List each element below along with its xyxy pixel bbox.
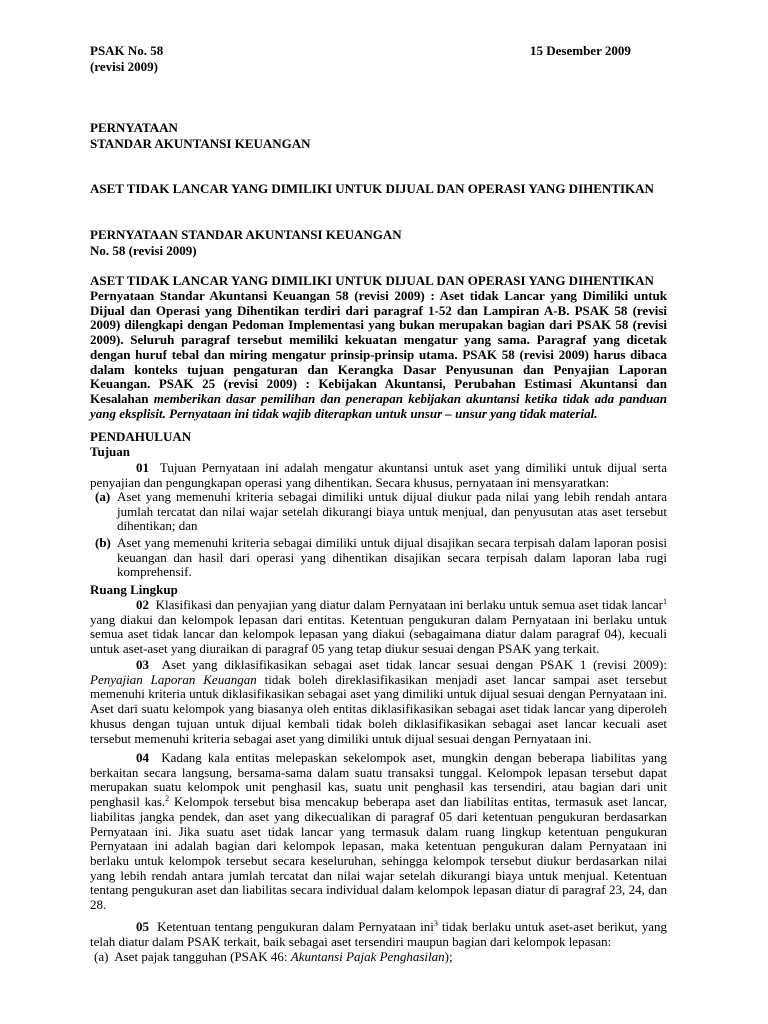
paragraph-03 <box>90 658 667 746</box>
paragraph-number: 03 <box>136 657 149 672</box>
main-title: ASET TIDAK LANCAR YANG DIMILIKI UNTUK DIJUAL DAN OPERASI YANG DIHENTIKAN <box>90 181 654 196</box>
list-item-text: Aset yang memenuhi kriteria sebagai dimiliki untuk dijual diukur pada nilai yang lebih rendah antara jumlah tercatat dan nilai wajar setelah dikurangi biaya untuk menjual, dan penyusutan atas aset tersebut dihentikan; dan <box>117 489 667 534</box>
intro-heading: ASET TIDAK LANCAR YANG DIMILIKI UNTUK DIJUAL DAN OPERASI YANG DIHENTIKAN <box>90 273 654 288</box>
paragraph-05 <box>90 920 667 949</box>
section-ruang-lingkup: Ruang Lingkup <box>90 582 178 597</box>
list-item-a <box>95 490 667 534</box>
paragraph-number: 01 <box>136 460 149 475</box>
paragraph-text: Klasifikasi dan penyajian yang diatur dalam Pernyataan ini berlaku untuk semua aset tidak lancar <box>155 597 664 612</box>
paragraph-text: Tujuan Pernyataan ini adalah mengatur akuntansi untuk aset yang dimiliki untuk dijual serta penyajian dan pengungkapan operasi yang dihentikan. Secara khusus, pernyataan ini mensyaratkan: <box>90 460 667 490</box>
paragraph-text: Kadang kala entitas melepaskan sekelompok aset, mungkin dengan beberapa liabilitas yang berkaitan secara langsung, bersama-sama dalam suatu transaksi tunggal. Kelompok lepasan tersebut dapat merupakan suatu kelompok unit penghasil kas, suatu unit penghasil kas tersendiri, atau bagian dari unit penghasil kas. <box>90 750 668 810</box>
footnote-ref: 3 <box>433 919 438 928</box>
paragraph-number: 02 <box>136 597 149 612</box>
section-pendahuluan: PENDAHULUAN <box>90 429 192 444</box>
statement-line2: No. 58 (revisi 2009) <box>90 243 197 258</box>
statement-line1: PERNYATAAN STANDAR AKUNTANSI KEUANGAN <box>90 227 402 242</box>
paragraph-text: Aset yang diklasifikasikan sebagai aset tidak lancar sesuai dengan PSAK 1 (revisi 2009): <box>161 657 667 672</box>
list-item-text: Aset pajak tangguhan (PSAK 46: <box>114 949 291 964</box>
list-item-text: Aset yang memenuhi kriteria sebagai dimiliki untuk dijual disajikan secara terpisah dalam laporan posisi keuangan dan hasil dari operasi yang dihentikan disajikan secara terpisah dalam laporan laba rugi komprehensif. <box>117 535 667 580</box>
title-line2: STANDAR AKUNTANSI KEUANGAN <box>90 136 311 151</box>
paragraph-text-cont: yang diakui dan kelompok lepasan dari entitas. Ketentuan pengukuran dalam Pernyataan ini berlaku untuk semua aset tidak lancar dan kelompok lepasan yang diakui (sebagaimana diatur dalam paragraf 04), kecuali untuk aset-aset yang diuraikan di paragraf 05 yang tetap diukur sesuai dengan PSAK yang terkait. <box>90 611 667 657</box>
doc-date: 15 Desember 2009 <box>530 43 631 58</box>
paragraph-number: 04 <box>136 750 149 765</box>
paragraph-text: Ketentuan tentang pengukuran dalam Pernyataan ini <box>157 919 434 934</box>
paragraph-text-cont: Kelompok tersebut bisa mencakup beberapa aset dan liabilitas entitas, termasuk aset lancar, liabilitas jangka pendek, dan aset yang dikecualikan di paragraf 05 dari ketentuan pengukuran berdasarkan Pernyataan ini. Jika suatu aset tidak lancar yang termasuk dalam ruang lingkup ketentuan pengukuran Pernyataan ini adalah bagian dari kelompok lepasan, maka ketentuan pengukuran dalam Pernyataan ini berlaku untuk kelompok tersebut secara keseluruhan, sehingga kelompok tersebut diukur berdasarkan nilai yang lebih rendah antara jumlah tercatat dan nilai wajar setelah dikurangi biaya untuk menjual. Ketentuan tentang pengukuran aset dan liabilitas secara individual dalam kelompok lepasan diatur di paragraf 23, 24, dan 28. <box>90 794 667 913</box>
paragraph-text-cont: tidak boleh direklasifikasikan menjadi aset lancar sampai aset tersebut memenuhi kriteria untuk diklasifikasikan sebagai aset yang dimiliki untuk dijual sesuai dengan Pernyataan ini. Aset dari suatu kelompok yang biasanya oleh entitas diklasifikasikan sebagai aset tidak lancar yang diperoleh khusus dengan tujuan untuk dijual kembali tidak boleh diklasifikasikan sebagai aset lancar kecuali aset tersebut memenuhi kriteria sebagai aset yang dimiliki untuk dijual sesuai dengan Pernyataan ini. <box>90 671 667 746</box>
list-item-label: (b) <box>95 535 111 550</box>
title-line1: PERNYATAAN <box>90 120 178 135</box>
intro-italic-text: memberikan dasar pemilihan dan penerapan kebijakan akuntansi ketika tidak ada panduan yang eksplisit. Pernyataan ini tidak wajib diterapkan untuk unsur – unsur yang tidak material. <box>90 390 668 421</box>
paragraph-text-cont: tidak berlaku untuk aset-aset berikut, yang telah diatur dalam PSAK terkait, baik sebagai aset tersendiri maupun bagian dari kelompok lepasan: <box>90 919 667 949</box>
section-tujuan: Tujuan <box>90 444 130 459</box>
paragraph-02 <box>90 598 667 657</box>
list-item-italic: Akuntansi Pajak Penghasilan <box>290 949 445 964</box>
paragraph-04 <box>90 751 667 913</box>
list-item-b <box>95 536 667 580</box>
list-item-end: ); <box>444 949 453 964</box>
paragraph-01 <box>90 461 667 490</box>
paragraph-italic: Penyajian Laporan Keuangan <box>90 671 257 687</box>
doc-number: PSAK No. 58 <box>90 43 164 58</box>
list-item-label: (a) <box>94 949 109 964</box>
footnote-ref: 1 <box>663 597 668 606</box>
footnote-ref: 2 <box>165 794 170 804</box>
doc-revision: (revisi 2009) <box>90 59 158 74</box>
intro-paragraph <box>90 289 667 421</box>
list-item-05a <box>94 950 453 965</box>
intro-bold-text: Pernyataan Standar Akuntansi Keuangan 58 (revisi 2009) : Aset tidak Lancar yang Dimiliki untuk Dijual dan Operasi yang Dihentikan terdiri dari paragraf 1-52 dan Lampiran A-B. PSAK 58 (revisi 2009) dilengkapi dengan Pedoman Implementasi yang bukan merupakan bagian dari PSAK 58 (revisi 2009). Seluruh paragraf tersebut memiliki kekuatan mengatur yang sama. Paragraf yang dicetak dengan huruf tebal dan miring mengatur prinsip-prinsip utama. PSAK 58 (revisi 2009) harus dibaca dalam konteks tujuan pengaturan dan Kerangka Dasar Penyusunan dan Penyajian Laporan Keuangan. PSAK 25 (revisi 2009) : Kebijakan Akuntansi, Perubahan Estimasi Akuntansi dan Kesalahan <box>90 288 667 406</box>
paragraph-number: 05 <box>136 919 149 934</box>
list-item-label: (a) <box>95 489 111 504</box>
